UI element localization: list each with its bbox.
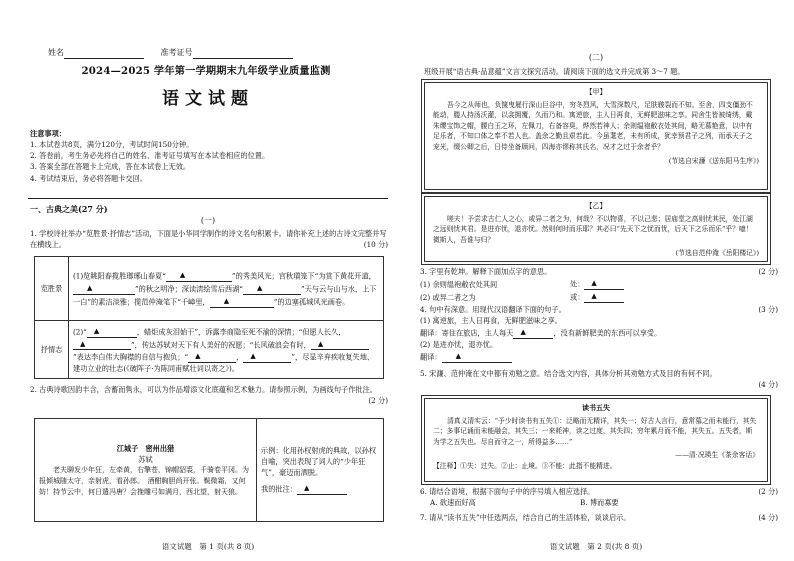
left-page	[28, 0, 388, 561]
question-4: 4. 句中有深意。用现代汉语翻译下面的句子。 (3 分) (1) 寓逆旅，主人日再食，无鲜肥滋味之享。 翻译：寄住在旅店，主人每天 ▲ ，没有新鲜肥美的东西可以享受。 (2) 是进亦忧，退亦忧。 翻译： ▲	[420, 305, 778, 362]
passage-c-note: 【注释】①失：过失。②止：止境。③不能：此指不能精进。	[433, 461, 617, 470]
blank[interactable]: ▲	[243, 350, 291, 363]
notes-block	[30, 128, 386, 184]
question-3: 3. 字里有乾坤。解释下面加点字的意思。 (2 分) (1) 余则缊袍敝衣处其间 处： ▲ (2) 或异二者之为 或： ▲	[420, 267, 778, 302]
name-label: 姓名	[48, 48, 64, 57]
blank[interactable]: ▲	[73, 338, 131, 351]
row2-label: 抒情志	[35, 321, 69, 379]
id-label: 准考证号	[160, 48, 193, 57]
blank[interactable]: ▲	[188, 350, 236, 363]
note-item: 1. 本试卷共8页，满分120分，考试时间150分钟。	[30, 140, 194, 150]
poem-cell	[35, 419, 257, 522]
note-item: 4. 考试结束后，务必将答题卡交回。	[30, 173, 147, 183]
passage-a-text: 吾今之从师也，负箧曳屣行深山巨谷中，穷冬烈风，大雪深数尺，足肤皲裂而不知。至舍，四支僵劲不能动，媵人持汤沃灌，以衾拥覆，久而乃和。寓逆旅，主人日再食，无鲜肥滋味之享。同舍生皆被绮绣，戴朱缨宝饰之帽，腰白玉之环，左佩刀，右备容臭，烨然若神人；余则缊袍敝衣处其间，略无慕艳意，以中有足乐者，不知口体之奉不若人也。盖余之勤且艰若此。今虽耄老，未有所成，犹幸预君子之列，而承天子之宠光，缀公卿之后，日侍坐备顾问，四海亦谬称其氏名，况才之过于余者乎？	[433, 100, 753, 151]
annotation-cell	[257, 419, 384, 522]
page-footer: 语文试题 第 2 页(共 8 页)	[549, 542, 643, 552]
exam-title: 2024—2025 学年第一学期期末九年级学业质量监测	[81, 65, 331, 77]
q1-points: (10 分)	[363, 240, 388, 250]
question-1	[30, 228, 388, 250]
option-b[interactable]: B. 博而寡要	[580, 498, 619, 508]
passage-c-source: ——清·况瑛生《茶余客话》	[675, 451, 759, 460]
recitation-card	[34, 256, 384, 379]
question-2	[30, 384, 388, 406]
blank[interactable]: ▲	[584, 290, 624, 303]
section1-title: 一、古典之美(27 分)	[30, 204, 108, 214]
passage-c	[424, 398, 768, 482]
option-a[interactable]: A. 欲速而好高	[430, 498, 476, 508]
passage-b	[424, 196, 768, 262]
question-7: 7. 请从“读书五失”中任选两点，结合自己的生活体验，谈谈启示。 (4 分)	[420, 513, 778, 522]
page-footer: 语文试题 第 1 页(共 8 页)	[161, 542, 255, 552]
blank[interactable]: ▲	[210, 295, 274, 308]
section2-part: (二)	[588, 53, 604, 62]
passage-a-source: (节选自宋濂《送东阳马生序》)	[668, 156, 759, 165]
note-blank[interactable]: ▲	[297, 482, 347, 495]
poem-author: 苏轼	[138, 454, 153, 464]
poem-body: 老夫聊发少年狂，左牵黄，右擎苍，锦帽貂裘，千骑卷平冈。为报倾城随太守，亲射虎，看孙郎。 酒酣胸胆尚开张。鬓微霜，又何妨！持节云中，何日遣冯唐？会挽雕弓如满月，西北望，射天狼。	[39, 465, 249, 496]
poem-title: 江城子 密州出猎	[116, 443, 175, 453]
passage-b-tag: 【乙】	[585, 202, 607, 210]
question-5: 5. 宋濂、范仲淹在文中都有劝勉之意。结合选文内容，具体分析其劝勉方式及目的有何不同。 (4 分)	[420, 369, 778, 390]
row2-content: (2)“ ▲ ，蜡炬成灰泪始干”，诉露李商隐至死不渝的深情；“但愿人长久， ▲ ”，传达苏轼对天下有人美好的祝愿；“长风破浪会有时， ▲ ”表达李白伟大胸襟的自信与抱负；“ ▲ ， ▲ ”，尽显辛弃疾收复失地、建功立业的壮志(《破阵子·为陈同甫赋壮词以寄之》)。	[69, 321, 384, 379]
name-field[interactable]	[64, 46, 144, 59]
row1-content: (1)览眺阳春揽胜瑯琊山春夏“ ▲ ”的秀美风光；宫秋瓆笼下“为赏下黄花开道， ▲ ”的秋之明净；深读淸绘雪后西湖“ ▲ ”天与云与山与水，上下一白”的素洁淡雅；揽范仲淹笔下“千嶂里， ▲ ”的边塞孤城风光画卷。	[69, 257, 384, 321]
subject-title: 语文试题	[162, 89, 254, 109]
notes-title: 注意事项：	[30, 129, 66, 138]
q2-points: (2 分)	[368, 396, 388, 406]
passage-b-source: (节选自范仲淹《岳阳楼记》)	[675, 249, 759, 258]
passage-a	[424, 82, 768, 190]
blank[interactable]: ▲	[73, 282, 135, 295]
row1-label: 览胜景	[35, 257, 69, 321]
id-field[interactable]	[193, 46, 293, 59]
note-item: 2. 答卷前，考生务必先将自己的姓名、准考证号填写在本试卷相应的位置。	[30, 151, 270, 161]
passage-c-title: 读书五失	[582, 403, 610, 412]
passage-c-text: 清真义清实云：“予少时读书有五失①：泛略而无精详，其失一；好古人言行，意常慕之而未能行，其失二；多事记诵而未能融会，其失三；一来耗神，读之过度，其失四；穷年累月而不能，其失五。五失者，斯为学之五失也。尽自而守之一，所得益多……”	[433, 416, 757, 446]
note-item: 3. 答案全部在答题卡上完成，答在本试卷上无效。	[30, 162, 191, 172]
section2-intro: 班级开展“语古典·品意蕴”文言文探究活动。请阅读下面的选文并完成第 3～7 题。	[424, 67, 685, 76]
blank[interactable]: ▲	[243, 282, 301, 295]
blank[interactable]: ▲	[584, 277, 624, 290]
q1-text: 1. 学校诗社举办“览胜景·抒情志”活动，下面是小华同学制作的诗文名句积累卡。请你补充上述的古诗文完整并写在横线上。	[30, 229, 387, 250]
blank[interactable]: ▲	[87, 325, 137, 338]
blank[interactable]: ▲	[513, 326, 553, 339]
example-annotation: 示例：化用孙权射虎的典故，以孙权自喻，突出表现了词人的“少年狂气”，豪迈而洒脱。	[261, 445, 377, 478]
blank[interactable]: ▲	[442, 350, 512, 363]
q2-text: 2. 古典诗歌因韵丰含，含蓄而隽永，可以为作品增添文化底蕴和艺术魅力。请参照示例，为画线句子作批注。	[30, 385, 377, 394]
blank[interactable]: ▲	[311, 338, 369, 351]
poem-table	[34, 418, 384, 522]
passage-a-tag: 【甲】	[585, 88, 607, 96]
candidate-info	[48, 46, 378, 59]
section1-part: (一)	[200, 216, 216, 225]
divider	[28, 198, 388, 199]
question-6: 6. 请结合语境，根据下面句子中的序号填入相应选择。 (2 分) A. 欲速而好高 B. 博而寡要	[420, 487, 778, 508]
my-note-label: 我的批注：	[261, 485, 297, 494]
right-page	[418, 0, 778, 561]
passage-b-text: 嗟夫！予尝求古仁人之心，或异二者之为，何哉？不以物喜，不以己悲；居庙堂之高则忧其民，处江湖之远则忧其君。是进亦忧，退亦忧。然则何时而乐耶？其必曰“先天下之忧而忧，后天下之乐而乐”乎？噫！微斯人，吾谁与归？	[433, 214, 753, 244]
blank[interactable]: ▲	[166, 269, 232, 282]
